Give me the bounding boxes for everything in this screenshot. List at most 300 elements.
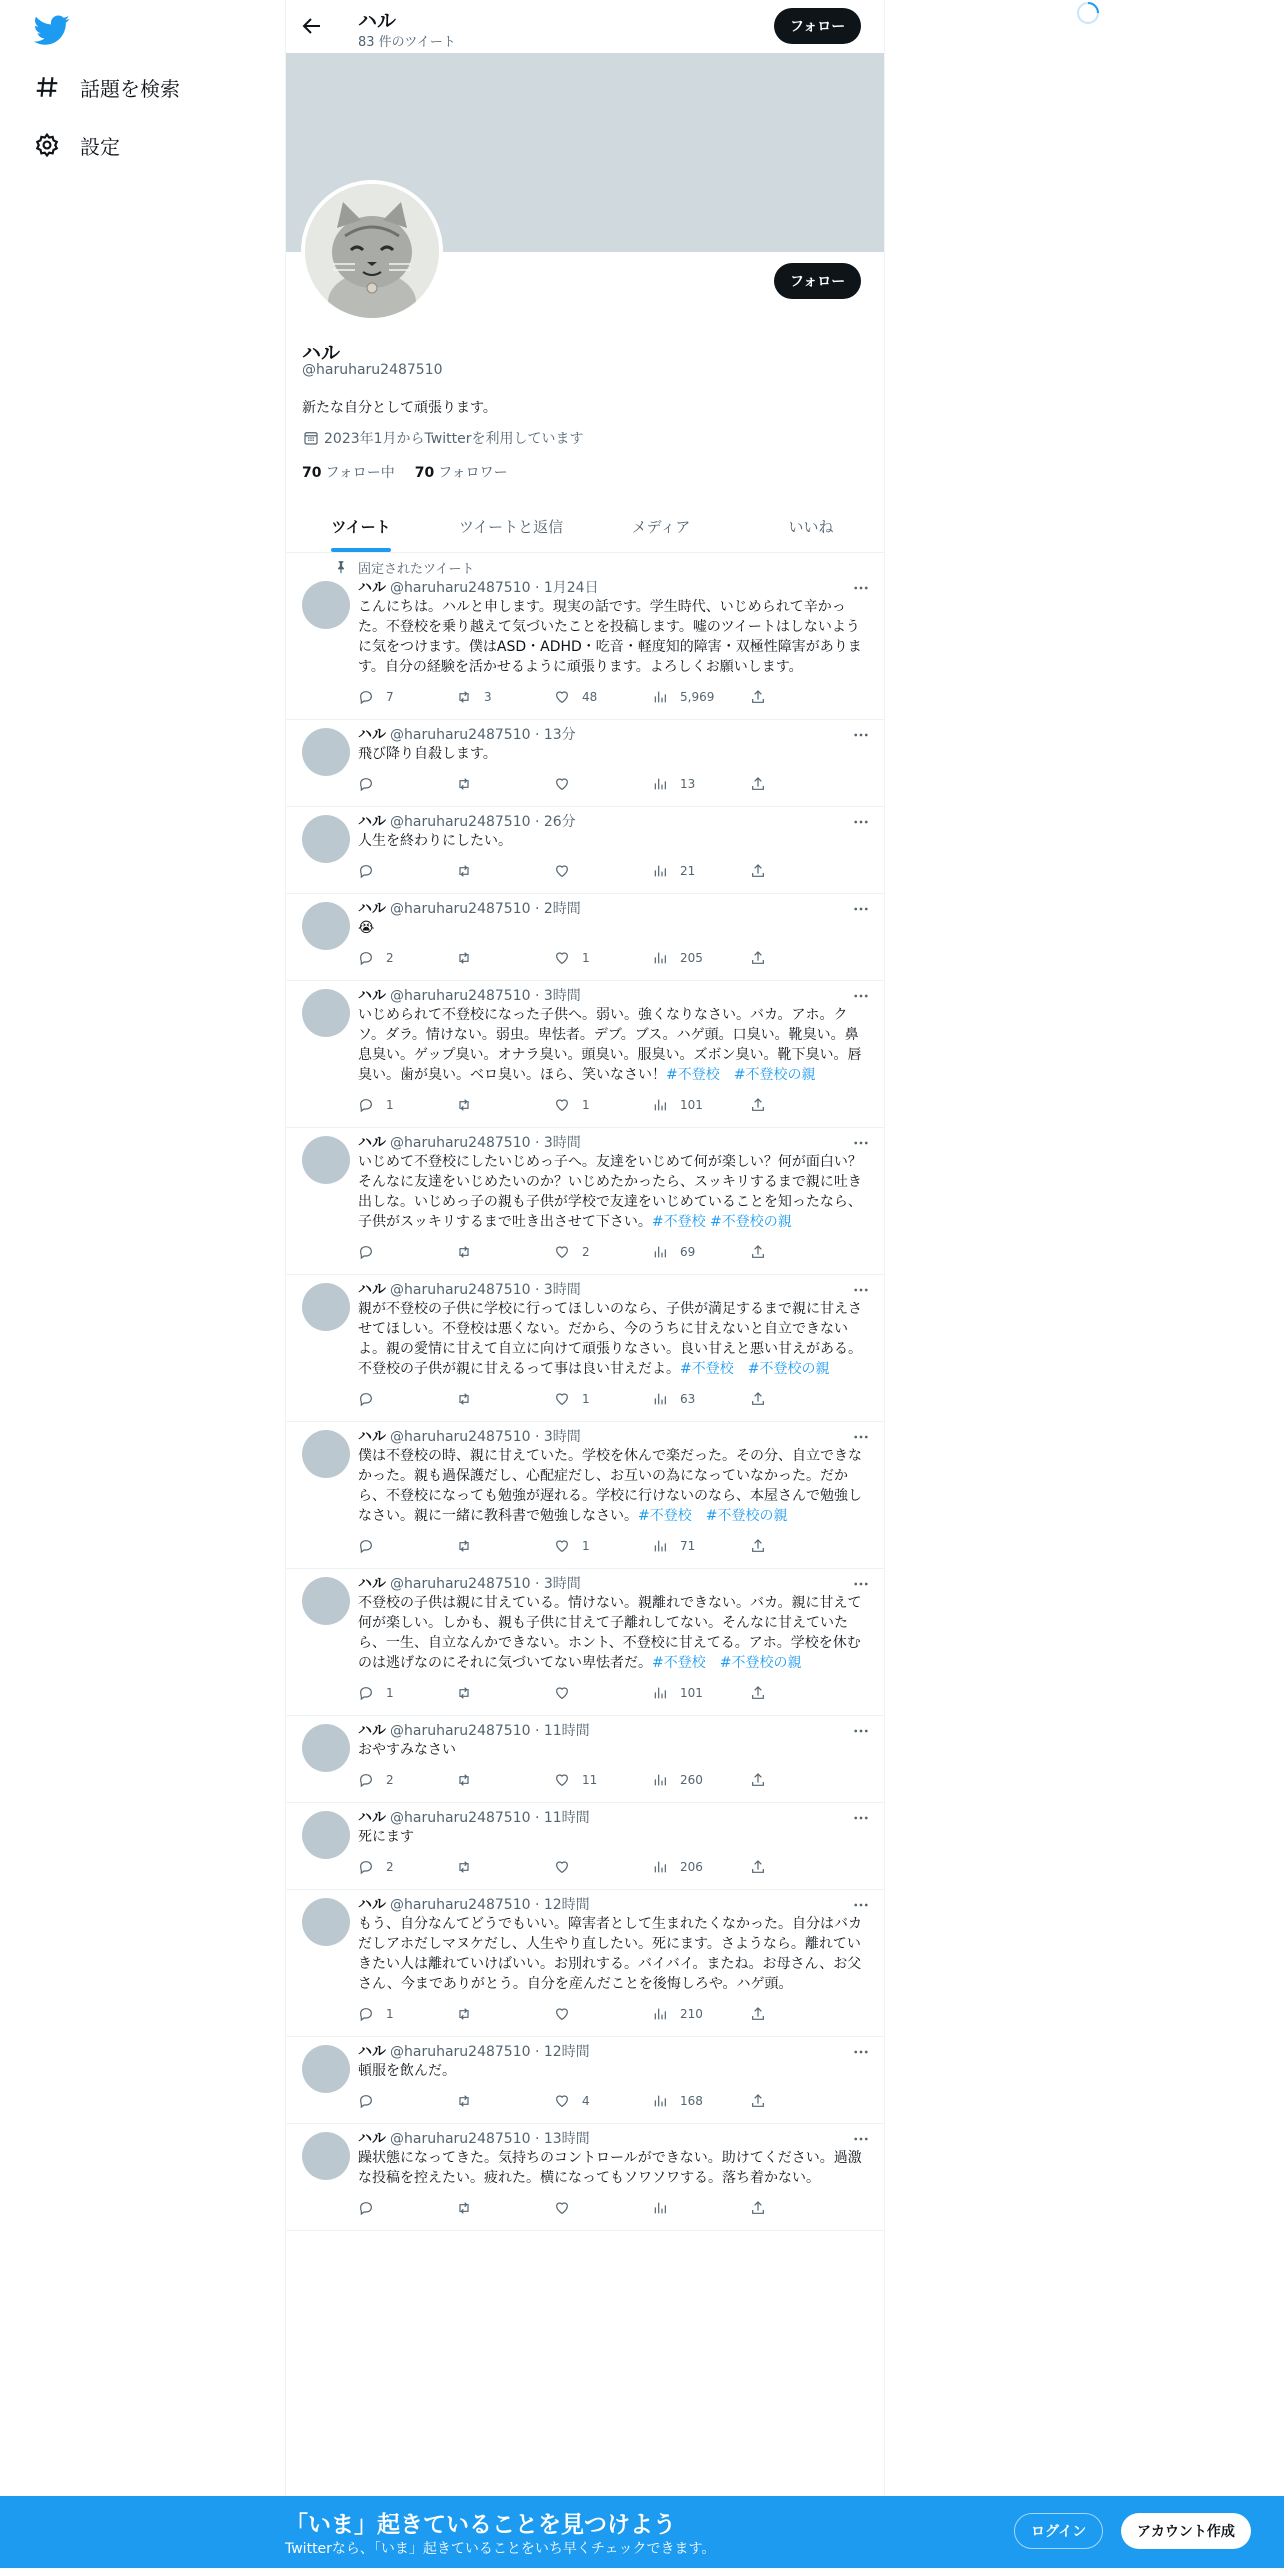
views-chart-icon [652,950,668,966]
tweet-header [358,1894,870,1914]
reply-icon [358,1772,374,1788]
share-icon [750,1244,766,1260]
like-button[interactable] [554,1536,652,1556]
tweet-actions [358,1857,870,1877]
tweet-body: もう、自分なんてどうでもいい。障害者として生まれたくなかった。自分はバカだしアホだしマヌケだし、人生やり直したい。死にます。さようなら。離れていきたい人は離れていけばいい。お別れする。バイバイ。またね。お母さん、お父さん、今までありがとう。自分を産んだことを後悔しろや。ハゲ頭。 [358,1916,862,1992]
tweet-actions [358,1389,870,1409]
tweet-author-name[interactable]: ハル [358,988,386,1004]
tweet-body: いじめられて不登校になった子供へ。弱い。強くなりなさい。バカ。アホ。クソ。ダラ。情けない。弱虫。卑怯者。デブ。ブス。ハゲ頭。口臭い。靴臭い。鼻息臭い。ゲップ臭い。オナラ臭い。頭臭い。服臭い。ズボン臭い。靴下臭い。唇臭い。歯が臭い。ベロ臭い。ほら、笑いなさい！ [358,1007,862,1083]
nav-item-label: 話題を検索 [80,76,180,101]
retweet-icon [456,2006,472,2022]
reply-button[interactable] [358,1242,456,1262]
views-chart-icon [652,2093,668,2109]
share-button[interactable] [750,774,778,794]
heart-icon [554,863,570,879]
tweet-hashtags[interactable]: #不登校 #不登校の親 [652,1655,802,1671]
profile-follow-button[interactable]: フォロー [774,263,861,299]
tweet-item[interactable] [286,894,885,981]
reply-icon [358,950,374,966]
tweet-actions [358,1536,870,1556]
tweet-body: 😭 [358,920,375,936]
tweet-text [358,1914,870,1994]
reply-button[interactable] [358,1857,456,1877]
views-count: 5,969 [680,690,715,704]
views-button[interactable] [652,1536,750,1556]
more-options-icon[interactable] [852,1281,870,1299]
share-button[interactable] [750,2091,778,2111]
reply-button[interactable] [358,2198,456,2218]
tweet-meta[interactable]: @haruharu2487510 · 3時間 [390,988,581,1004]
tab-tweets[interactable]: ツイート [286,500,436,552]
header-follow-button[interactable]: フォロー [774,8,861,44]
like-button[interactable] [554,948,652,968]
share-icon [750,1859,766,1875]
views-count: 168 [680,2094,703,2108]
views-button[interactable] [652,1857,750,1877]
heart-icon [554,2093,570,2109]
tweet-actions [358,2004,870,2024]
tweet-header [358,985,870,1005]
views-count: 13 [680,777,696,791]
reply-button[interactable] [358,1770,456,1790]
tweet-header [358,1807,870,1827]
heart-icon [554,1685,570,1701]
like-button[interactable] [554,861,652,881]
views-button[interactable] [652,1770,750,1790]
share-button[interactable] [750,1683,778,1703]
tweet-item[interactable] [286,720,885,807]
tweet-header [358,2128,870,2148]
share-icon [750,776,766,792]
views-button[interactable] [652,1095,750,1115]
tweet-body: 不登校の子供は親に甘えている。情けない。親離れできない。バカ。親に甘えて何が楽しい。しかも、親も子供に甘えて子離れしてない。そんなに甘えていたら、一生、自立なんかできない。ホント、不登校に甘えてる。アホ。学校を休むのは逃げなのにそれに気づいてない卑怯者だ。 [358,1595,862,1671]
tweet-actions [358,774,870,794]
tweet-meta[interactable]: @haruharu2487510 · 13時間 [390,2131,590,2147]
reply-button[interactable] [358,861,456,881]
retweet-icon [456,863,472,879]
retweet-button[interactable] [456,948,554,968]
views-count: 205 [680,951,703,965]
tweet-item[interactable] [286,1128,885,1275]
retweet-button[interactable] [456,1389,554,1409]
views-chart-icon [652,2200,668,2216]
views-count: 101 [680,1098,703,1112]
views-chart-icon [652,776,668,792]
pinned-indicator [334,557,870,577]
profile-tabs [286,500,885,553]
tweet-body: 親が不登校の子供に学校に行ってほしいのなら、子供が満足するまで親に甘えさせてほしい。不登校は悪くない。だから、今のうちに甘えないと自立できないよ。親の愛情に甘えて自立に向けて頑張りなさい。良い甘えと悪い甘えがある。不登校の子供が親に甘えるって事は良い甘えだよ。 [358,1301,862,1377]
tweet-item[interactable] [286,2124,885,2231]
like-button[interactable] [554,1389,652,1409]
views-chart-icon [652,1244,668,1260]
share-icon [750,1685,766,1701]
views-button[interactable] [652,1683,750,1703]
hashtag-icon [34,74,60,100]
tweet-text [358,597,870,677]
like-button[interactable] [554,1770,652,1790]
views-chart-icon [652,1097,668,1113]
share-icon [750,2006,766,2022]
pinned-label: 固定されたツイート [358,561,475,577]
signup-button[interactable]: アカウント作成 [1121,2513,1251,2549]
tweet-text [358,1299,870,1379]
profile-joined [302,428,583,448]
tweet-avatar[interactable] [302,581,350,629]
tweet-actions [358,2091,870,2111]
tweet-header [358,2041,870,2061]
views-button[interactable] [652,861,750,881]
tweet-avatar[interactable] [302,1136,350,1184]
like-count: 1 [582,1392,590,1406]
more-options-icon[interactable] [852,2130,870,2148]
retweet-button[interactable] [456,2004,554,2024]
retweet-button[interactable] [456,774,554,794]
reply-button[interactable] [358,948,456,968]
reply-icon [358,1859,374,1875]
heart-icon [554,1772,570,1788]
tweet-header [358,811,870,831]
share-button[interactable] [750,1095,778,1115]
tweet-text [358,918,870,938]
views-count: 210 [680,2007,703,2021]
tab-tweets-replies[interactable]: ツイートと返信 [458,517,564,536]
tweet-text [358,1152,870,1232]
tweet-item[interactable] [286,1803,885,1890]
tweet-avatar[interactable] [302,1577,350,1625]
tweet-actions [358,1683,870,1703]
share-button[interactable] [750,861,778,881]
heart-icon [554,776,570,792]
tweet-meta[interactable]: @haruharu2487510 · 3時間 [390,1282,581,1298]
more-options-icon[interactable] [852,2043,870,2061]
views-button[interactable] [652,687,750,707]
retweet-button[interactable] [456,1095,554,1115]
views-count: 71 [680,1539,696,1553]
tweet-avatar[interactable] [302,902,350,950]
retweet-button[interactable] [456,1536,554,1556]
like-button[interactable] [554,1857,652,1877]
tweet-author-name[interactable]: ハル [358,2044,386,2060]
heart-icon [554,2006,570,2022]
reply-icon [358,689,374,705]
heart-icon [554,1391,570,1407]
header-tweet-count: 83 件のツイート [358,35,456,50]
tweet-meta[interactable]: @haruharu2487510 · 2時間 [390,901,581,917]
tweet-text [358,1593,870,1673]
retweet-icon [456,1859,472,1875]
tweet-header [358,577,870,597]
like-button[interactable] [554,2004,652,2024]
followers-label: フォロワー [438,465,508,481]
retweet-button[interactable] [456,687,554,707]
retweet-button[interactable] [456,1683,554,1703]
reply-icon [358,1685,374,1701]
tweet-author-name[interactable]: ハル [358,1810,386,1826]
tweet-header [358,898,870,918]
signup-banner-title: 「いま」起きていることを見つけよう [285,2512,676,2538]
tweet-author-name[interactable]: ハル [358,901,386,917]
share-button[interactable] [750,1389,778,1409]
reply-count: 1 [386,1098,394,1112]
nav-item-settings[interactable] [34,125,120,165]
share-button[interactable] [750,1242,778,1262]
reply-button[interactable] [358,1389,456,1409]
like-button[interactable] [554,1683,652,1703]
more-options-icon[interactable] [852,1722,870,1740]
like-button[interactable] [554,1095,652,1115]
tweet-actions [358,1095,870,1115]
retweet-button[interactable] [456,1770,554,1790]
header-title: ハル [358,10,397,32]
share-button[interactable] [750,1770,778,1790]
tweet-hashtags[interactable]: #不登校 #不登校の親 [651,1214,792,1230]
reply-button[interactable] [358,2091,456,2111]
tweet-body: 頓服を飲んだ。 [358,2063,456,2079]
tweet-item[interactable] [286,1890,885,2037]
heart-icon [554,2200,570,2216]
tweet-meta[interactable]: @haruharu2487510 · 3時間 [390,1135,581,1151]
calendar-icon [302,429,320,447]
share-button[interactable] [750,1857,778,1877]
tweet-author-name[interactable]: ハル [358,1282,386,1298]
tweet-author-name[interactable]: ハル [358,1429,386,1445]
following-link[interactable] [302,462,395,482]
share-icon [750,1097,766,1113]
like-button[interactable] [554,2091,652,2111]
tweet-text [358,1827,870,1847]
tweet-meta[interactable]: @haruharu2487510 · 3時間 [390,1576,581,1592]
tweet-author-name[interactable]: ハル [358,814,386,830]
tab-media[interactable]: メディア [631,517,691,536]
reply-button[interactable] [358,687,456,707]
tweet-meta[interactable]: @haruharu2487510 · 12時間 [390,2044,590,2060]
profile-avatar[interactable] [301,180,443,322]
more-options-icon[interactable] [852,987,870,1005]
reply-button[interactable] [358,1536,456,1556]
share-icon [750,2093,766,2109]
more-options-icon[interactable] [852,579,870,597]
followers-link[interactable] [415,462,508,482]
reply-count: 2 [386,1773,394,1787]
views-button[interactable] [652,774,750,794]
more-options-icon[interactable] [852,1896,870,1914]
heart-icon [554,1097,570,1113]
share-icon [750,689,766,705]
tweet-item[interactable] [286,1422,885,1569]
retweet-button[interactable] [456,2198,554,2218]
tweet-text [358,2061,870,2081]
views-chart-icon [652,1391,668,1407]
tweet-author-name[interactable]: ハル [358,1723,386,1739]
views-button[interactable] [652,2091,750,2111]
tweet-body: おやすみなさい [358,1742,456,1758]
views-button[interactable] [652,1389,750,1409]
heart-icon [554,1859,570,1875]
reply-icon [358,1538,374,1554]
retweet-icon [456,2200,472,2216]
heart-icon [554,950,570,966]
tweet-body: 飛び降り自殺します。 [358,746,497,762]
tweet-hashtags[interactable]: #不登校 #不登校の親 [666,1067,816,1083]
tweet-author-name[interactable]: ハル [358,580,386,596]
retweet-icon [456,1244,472,1260]
like-count: 48 [582,690,598,704]
tweet-meta[interactable]: @haruharu2487510 · 11時間 [390,1810,590,1826]
tweet-meta[interactable]: @haruharu2487510 · 13分 [390,727,576,743]
reply-count: 7 [386,690,394,704]
retweet-button[interactable] [456,861,554,881]
tweet-header [358,1426,870,1446]
tweet-header [358,1720,870,1740]
reply-icon [358,2200,374,2216]
tweet-body: いじめて不登校にしたいじめっ子へ。友達をいじめて何が楽しい？何が面白い？そんなに友達をいじめたいのか？いじめたかったら、スッキリするまで親に吐き出しな。いじめっ子の親も子供が学校で友達をいじめていることを知ったなら、子供がスッキリするまで吐き出させて下さい。 [358,1154,862,1230]
tweet-text [358,1446,870,1526]
share-icon [750,1538,766,1554]
views-chart-icon [652,2006,668,2022]
tweet-item[interactable] [286,807,885,894]
tweet-feed [286,553,885,2231]
retweet-icon [456,1538,472,1554]
twitter-logo-icon[interactable] [34,12,70,48]
views-button[interactable] [652,2198,750,2218]
tweet-actions [358,1242,870,1262]
tweet-meta[interactable]: @haruharu2487510 · 26分 [390,814,576,830]
tweet-item[interactable] [286,1569,885,1716]
share-button[interactable] [750,687,778,707]
tweet-meta[interactable]: @haruharu2487510 · 1月24日 [390,580,599,596]
tweet-meta[interactable]: @haruharu2487510 · 12時間 [390,1897,590,1913]
tweet-body: 躁状態になってきた。気持ちのコントロールができない。助けてください。過激な投稿を控えたい。疲れた。横になってもソワソワする。落ち着かない。 [358,2150,862,2186]
like-button[interactable] [554,774,652,794]
more-options-icon[interactable] [852,900,870,918]
heart-icon [554,1244,570,1260]
tweet-meta[interactable]: @haruharu2487510 · 11時間 [390,1723,590,1739]
share-icon [750,863,766,879]
tweet-avatar[interactable] [302,2132,350,2180]
cat-avatar-icon [305,184,439,318]
reply-icon [358,1097,374,1113]
more-options-icon[interactable] [852,1809,870,1827]
tweet-item[interactable] [286,1716,885,1803]
tweet-avatar[interactable] [302,1430,350,1478]
tweet-meta[interactable]: @haruharu2487510 · 3時間 [390,1429,581,1445]
more-options-icon[interactable] [852,726,870,744]
reply-button[interactable] [358,1683,456,1703]
more-options-icon[interactable] [852,1134,870,1152]
retweet-icon [456,1391,472,1407]
reply-button[interactable] [358,774,456,794]
tweet-avatar[interactable] [302,2045,350,2093]
tweet-item[interactable] [286,1275,885,1422]
like-count: 1 [582,951,590,965]
tweet-avatar[interactable] [302,1283,350,1331]
left-nav [0,0,285,2568]
share-button[interactable] [750,2004,778,2024]
tweet-item[interactable] [286,553,885,720]
share-icon [750,950,766,966]
retweet-button[interactable] [456,1857,554,1877]
retweet-icon [456,2093,472,2109]
tweet-avatar[interactable] [302,1898,350,1946]
tweet-author-name[interactable]: ハル [358,2131,386,2147]
tweet-text [358,831,870,851]
views-button[interactable] [652,948,750,968]
like-button[interactable] [554,2198,652,2218]
more-options-icon[interactable] [852,1575,870,1593]
tweet-actions [358,861,870,881]
heart-icon [554,689,570,705]
views-button[interactable] [652,1242,750,1262]
tweet-avatar[interactable] [302,1811,350,1859]
share-button[interactable] [750,2198,778,2218]
following-count: 70 [302,465,322,481]
tweet-author-name[interactable]: ハル [358,1135,386,1151]
signup-banner-subtitle: Twitterなら、「いま」起きていることをいち早くチェックできます。 [285,2541,716,2557]
tweet-body: 死にます [358,1829,414,1845]
views-button[interactable] [652,2004,750,2024]
reply-button[interactable] [358,1095,456,1115]
tweet-author-name[interactable]: ハル [358,1897,386,1913]
tweet-avatar[interactable] [302,815,350,863]
nav-item-explore[interactable] [34,67,180,107]
tweet-header [358,724,870,744]
like-button[interactable] [554,1242,652,1262]
retweet-icon [456,950,472,966]
retweet-icon [456,1772,472,1788]
heart-icon [554,1538,570,1554]
login-button[interactable]: ログイン [1014,2513,1103,2549]
tweet-header [358,1573,870,1593]
reply-count: 1 [386,2007,394,2021]
tweet-text [358,1005,870,1085]
tweet-text [358,744,870,764]
share-button[interactable] [750,948,778,968]
back-arrow-icon[interactable] [300,14,324,38]
following-label: フォロー中 [325,465,395,481]
tweet-author-name[interactable]: ハル [358,727,386,743]
tweet-text [358,1740,870,1760]
tweet-item[interactable] [286,2037,885,2124]
retweet-button[interactable] [456,1242,554,1262]
retweet-icon [456,1685,472,1701]
tweet-body: こんにちは。ハルと申します。現実の話です。学生時代、いじめられて辛かった。不登校を乗り越えて気づいたことを投稿します。嘘のツイートはしないように気をつけます。僕はASD・ADHD・吃音・軽度知的障害・双極性障害があります。自分の経験を活かせるように頑張ります。よろしくお願いします。 [358,599,862,675]
more-options-icon[interactable] [852,813,870,831]
tweet-hashtags[interactable]: #不登校 #不登校の親 [680,1361,830,1377]
tweet-author-name[interactable]: ハル [358,1576,386,1592]
like-count: 4 [582,2094,590,2108]
reply-icon [358,2093,374,2109]
reply-count: 2 [386,951,394,965]
more-options-icon[interactable] [852,1428,870,1446]
tweet-item[interactable] [286,981,885,1128]
like-count: 1 [582,1098,590,1112]
tweet-avatar[interactable] [302,1724,350,1772]
share-icon [750,1391,766,1407]
like-button[interactable] [554,687,652,707]
tweet-avatar[interactable] [302,989,350,1037]
reply-button[interactable] [358,2004,456,2024]
views-chart-icon [652,689,668,705]
tab-likes[interactable]: いいね [788,517,834,536]
tweet-avatar[interactable] [302,728,350,776]
retweet-button[interactable] [456,2091,554,2111]
reply-count: 2 [386,1860,394,1874]
retweet-icon [456,1097,472,1113]
share-button[interactable] [750,1536,778,1556]
tweet-hashtags[interactable]: #不登校 #不登校の親 [638,1508,788,1524]
views-count: 101 [680,1686,703,1700]
profile-bio: 新たな自分として頑張ります。 [302,400,497,416]
